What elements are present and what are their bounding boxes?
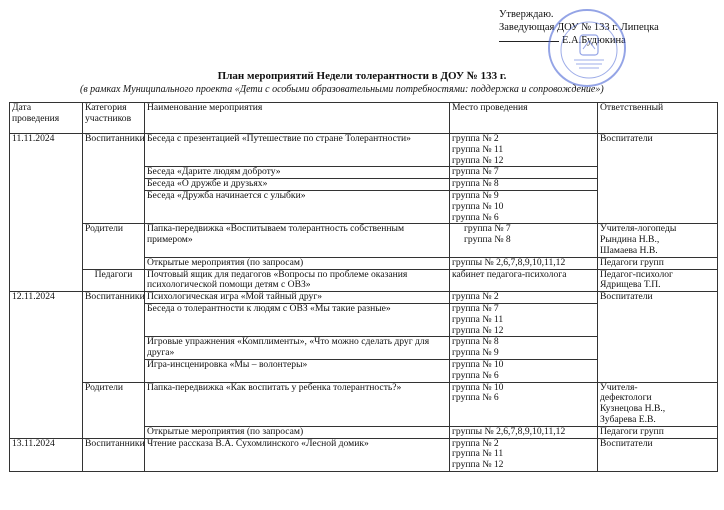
category-cell: Воспитанники	[83, 292, 145, 382]
table-row	[10, 224, 718, 257]
event-cell: Открытые мероприятия (по запросам)	[145, 257, 450, 269]
place-cell: группа № 2 группа № 11 группа № 12	[450, 438, 598, 471]
event-cell: Папка-передвижка «Как воспитать у ребенка толерантность?»	[145, 382, 450, 426]
event-cell: Беседа «Дарите людям доброту»	[145, 167, 450, 179]
responsible-cell: Учителя-логопеды Рындина Н.В., Шамаева Н.В.	[598, 224, 718, 257]
place-cell: группа № 2	[450, 292, 598, 304]
header-place: Место проведения	[450, 103, 598, 134]
header-category: Категория участников	[83, 103, 145, 134]
table-row	[10, 134, 718, 167]
place-cell: группа № 8 группа № 9	[450, 337, 598, 360]
event-cell: Папка-передвижка «Воспитываем толерантность собственным примером»	[145, 224, 450, 257]
event-cell: Беседа «Дружба начинается с улыбки»	[145, 190, 450, 223]
date-cell: 13.11.2024	[10, 438, 83, 471]
category-cell: Воспитанники	[83, 438, 145, 471]
event-cell: Беседа с презентацией «Путешествие по стране Толерантности»	[145, 134, 450, 167]
page-title: План мероприятий Недели толерантности в ДОУ № 133 г.	[217, 70, 507, 82]
place-cell: группа № 9 группа № 10 группа № 6	[450, 190, 598, 223]
event-cell: Беседа «О дружбе и друзьях»	[145, 179, 450, 191]
category-cell: Педагоги	[83, 269, 145, 292]
place-cell: группа № 2 группа № 11 группа № 12	[450, 134, 598, 167]
approval-line: Утверждаю.	[499, 9, 554, 20]
header-date: Дата проведения	[10, 103, 83, 134]
table-row	[10, 269, 718, 292]
responsible-cell: Педагоги групп	[598, 426, 718, 438]
place-cell: группы № 2,6,7,8,9,10,11,12	[450, 426, 598, 438]
place-cell: группа № 7	[450, 167, 598, 179]
responsible-cell: Учителя- дефектологи Кузнецова Н.В., Зубарева Е.В.	[598, 382, 718, 426]
events-table	[9, 102, 718, 472]
page-subtitle: (в рамках Муниципального проекта «Дети с особыми образовательными потребностями: поддержка и сопровождение»)	[80, 84, 604, 95]
table-row	[10, 438, 718, 471]
table-row	[10, 292, 718, 304]
place-cell: группа № 7 группа № 11 группа № 12	[450, 303, 598, 336]
responsible-cell: Воспитатели	[598, 134, 718, 224]
event-cell: Игра-инсценировка «Мы – волонтеры»	[145, 359, 450, 382]
event-cell: Игровые упражнения «Комплименты», «Что можно сделать друг для друга»	[145, 337, 450, 360]
approval-head: Заведующая ДОУ № 133 г. Липецка	[499, 22, 659, 33]
header-responsible: Ответственный	[598, 103, 718, 134]
place-cell: группы № 2,6,7,8,9,10,11,12	[450, 257, 598, 269]
responsible-cell: Педагог-психолог Ядрищева Т.П.	[598, 269, 718, 292]
responsible-cell: Педагоги групп	[598, 257, 718, 269]
event-cell: Беседа о толерантности к людям с ОВЗ «Мы такие разные»	[145, 303, 450, 336]
date-cell: 11.11.2024	[10, 134, 83, 292]
category-cell: Родители	[83, 224, 145, 269]
event-cell: Психологическая игра «Мой тайный друг»	[145, 292, 450, 304]
event-cell: Почтовый ящик для педагогов «Вопросы по проблеме оказания психологической помощи детям с ОВЗ»	[145, 269, 450, 292]
category-cell: Родители	[83, 382, 145, 438]
place-cell: группа № 10 группа № 6	[450, 382, 598, 426]
place-cell: кабинет педагога-психолога	[450, 269, 598, 292]
date-cell: 12.11.2024	[10, 292, 83, 438]
approval-signer: Е.А.Будюкина	[562, 35, 626, 46]
event-cell: Открытые мероприятия (по запросам)	[145, 426, 450, 438]
table-header-row	[10, 103, 718, 134]
header-event: Наименование мероприятия	[145, 103, 450, 134]
category-cell: Воспитанники	[83, 134, 145, 224]
place-cell: группа № 7 группа № 8	[450, 224, 598, 257]
event-cell: Чтение рассказа В.А. Сухомлинского «Лесной домик»	[145, 438, 450, 471]
place-cell: группа № 10 группа № 6	[450, 359, 598, 382]
responsible-cell: Воспитатели	[598, 292, 718, 382]
responsible-cell: Воспитатели	[598, 438, 718, 471]
table-row	[10, 382, 718, 426]
place-cell: группа № 8	[450, 179, 598, 191]
